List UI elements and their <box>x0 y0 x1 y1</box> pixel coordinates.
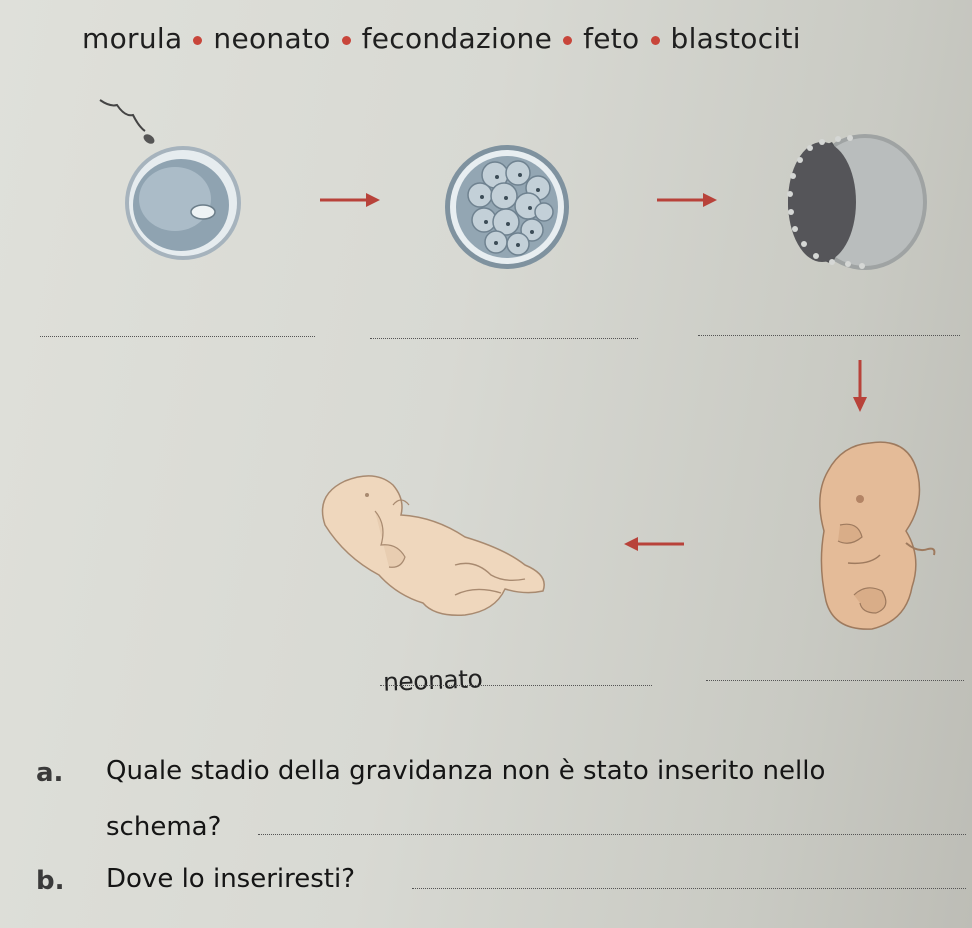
word-blastociti: blastociti <box>670 22 801 55</box>
bullet-dot <box>342 36 351 45</box>
question-a-line1: Quale stadio della gravidanza non è stato inserito nello <box>106 756 826 786</box>
word-bank <box>82 22 801 55</box>
answer-line <box>698 335 960 336</box>
question-a-line2: schema? <box>106 812 222 842</box>
word-neonato: neonato <box>213 22 331 55</box>
word-fecondazione: fecondazione <box>361 22 553 55</box>
question-a-letter: a. <box>36 758 64 788</box>
word-feto: feto <box>583 22 640 55</box>
fetus-icon <box>810 435 940 635</box>
bullet-dot <box>651 36 660 45</box>
question-b-letter: b. <box>36 866 65 896</box>
answer-line <box>412 888 966 889</box>
morula-icon <box>440 140 575 275</box>
answer-line <box>380 685 652 686</box>
bullet-dot <box>193 36 202 45</box>
newborn-icon <box>305 465 555 625</box>
arrow-left-icon <box>622 534 686 554</box>
answer-line <box>706 680 964 681</box>
arrow-right-icon <box>655 190 719 210</box>
bullet-dot <box>563 36 572 45</box>
answer-line <box>258 834 966 835</box>
blastocyst-icon <box>780 130 930 275</box>
arrow-down-icon <box>848 358 872 414</box>
word-morula: morula <box>82 22 183 55</box>
handwritten-answer: neonato <box>382 664 483 697</box>
answer-line <box>40 336 315 337</box>
answer-line <box>370 338 638 339</box>
egg-fertilization-icon <box>95 95 255 270</box>
question-b-line1: Dove lo inseriresti? <box>106 864 356 894</box>
arrow-right-icon <box>318 190 382 210</box>
